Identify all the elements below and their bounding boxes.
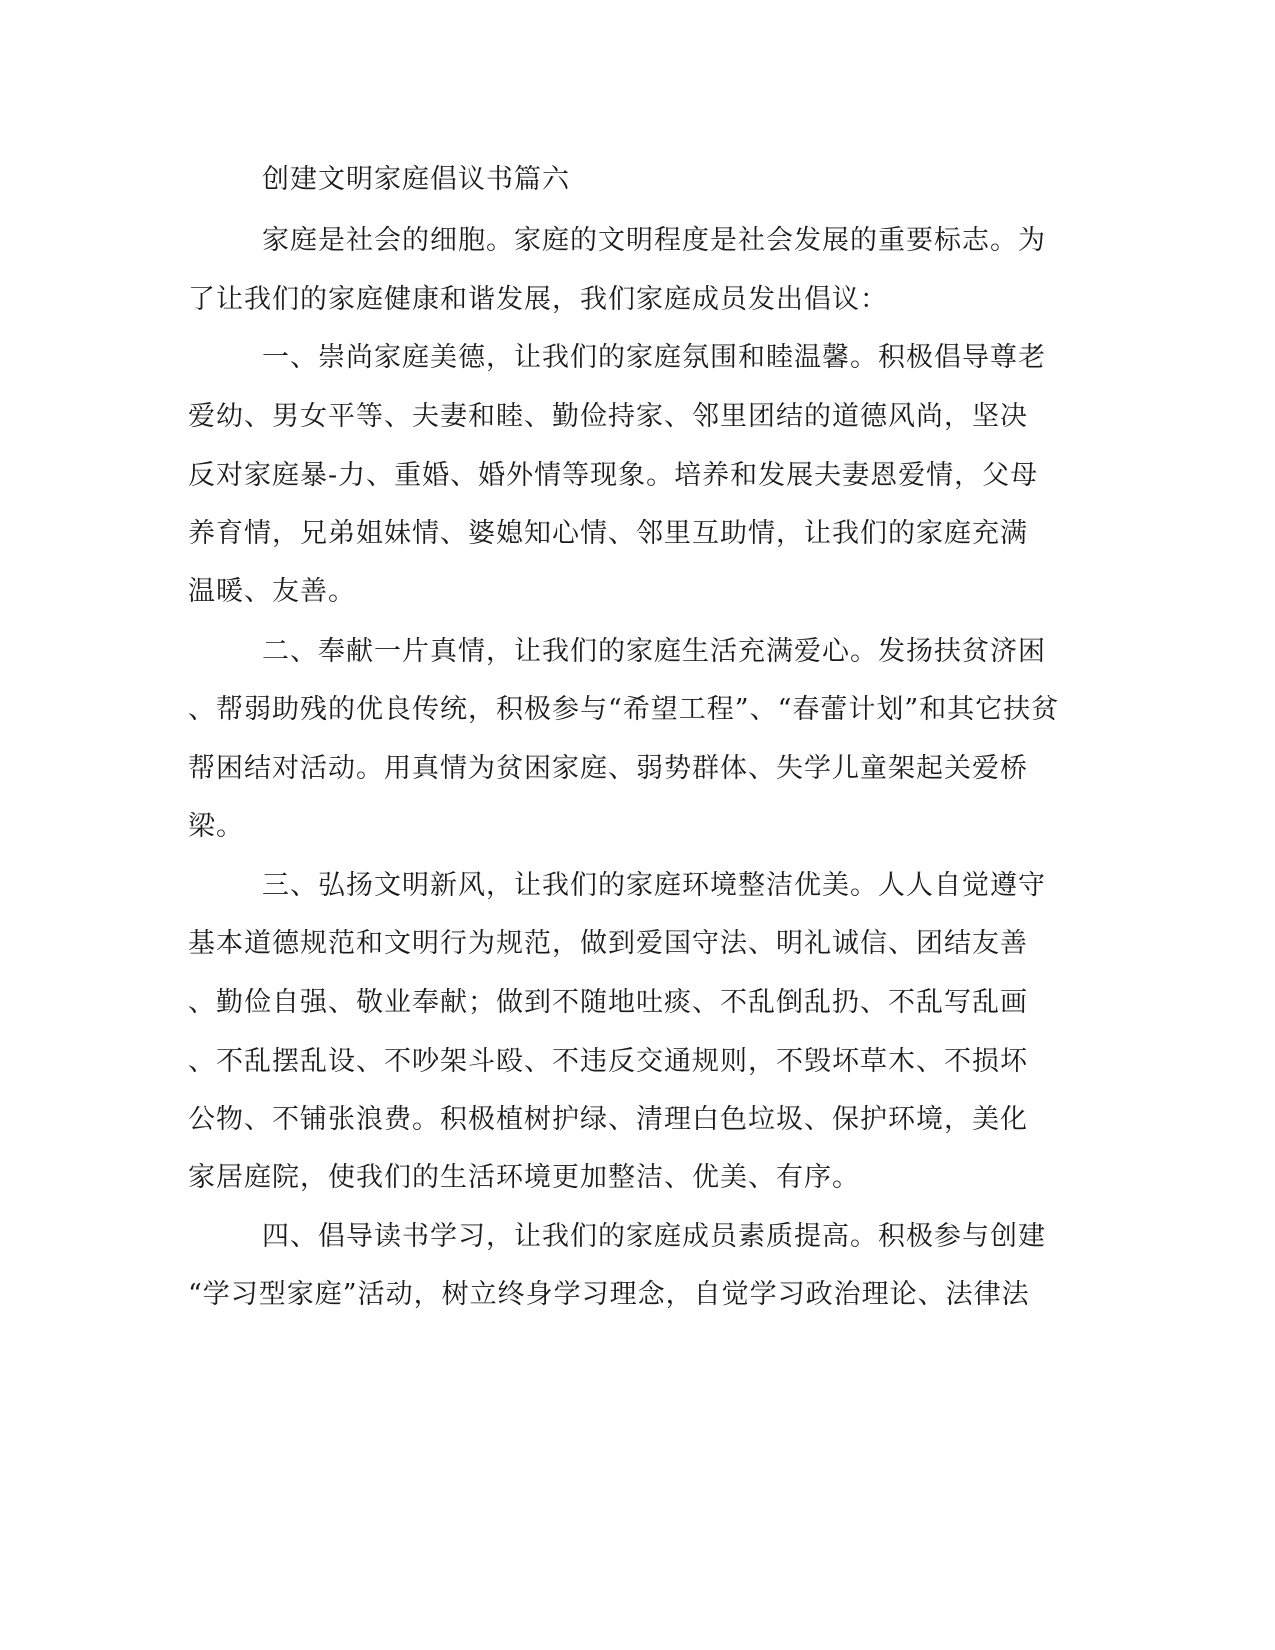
text-line: 反对家庭暴-力、重婚、婚外情等现象。培养和发展夫妻恩爱情，父母 (188, 460, 1039, 491)
text-line: 三、弘扬文明新风，让我们的家庭环境整洁优美。人人自觉遵守 (262, 870, 1046, 901)
text-line: 、勤俭自强、敬业奉献；做到不随地吐痰、不乱倒乱扔、不乱写乱画 (188, 987, 1028, 1018)
text-line: 梁。 (188, 811, 244, 842)
text-line: 四、倡导读书学习，让我们的家庭成员素质提高。积极参与创建 (262, 1221, 1046, 1252)
text-line: “学习型家庭”活动，树立终身学习理念，自觉学习政治理论、法律法 (188, 1279, 1030, 1310)
text-line: 家居庭院，使我们的生活环境更加整洁、优美、有序。 (188, 1162, 860, 1193)
text-line: 基本道德规范和文明行为规范，做到爱国守法、明礼诚信、团结友善 (188, 928, 1028, 959)
text-line: 帮困结对活动。用真情为贫困家庭、弱势群体、失学儿童架起关爱桥 (188, 753, 1028, 784)
text-line: 了让我们的家庭健康和谐发展，我们家庭成员发出倡议： (188, 284, 888, 315)
text-line: 公物、不铺张浪费。积极植树护绿、清理白色垃圾、保护环境，美化 (188, 1104, 1028, 1135)
text-line: 家庭是社会的细胞。家庭的文明程度是社会发展的重要标志。为 (262, 225, 1046, 256)
text-line: 爱幼、男女平等、夫妻和睦、勤俭持家、邻里团结的道德风尚，坚决 (188, 401, 1028, 432)
text-line: 一、崇尚家庭美德，让我们的家庭氛围和睦温馨。积极倡导尊老 (262, 342, 1046, 373)
text-line: 二、奉献一片真情，让我们的家庭生活充满爱心。发扬扶贫济困 (262, 636, 1046, 667)
text-line: 、帮弱助残的优良传统，积极参与“希望工程”、“春蕾计划”和其它扶贫 (188, 694, 1060, 725)
text-line: 温暖、友善。 (188, 576, 356, 607)
document-title: 创建文明家庭倡议书篇六 (262, 164, 570, 195)
text-line: 养育情，兄弟姐妹情、婆媳知心情、邻里互助情，让我们的家庭充满 (188, 518, 1028, 549)
text-line: 、不乱摆乱设、不吵架斗殴、不违反交通规则，不毁坏草木、不损坏 (188, 1046, 1028, 1077)
